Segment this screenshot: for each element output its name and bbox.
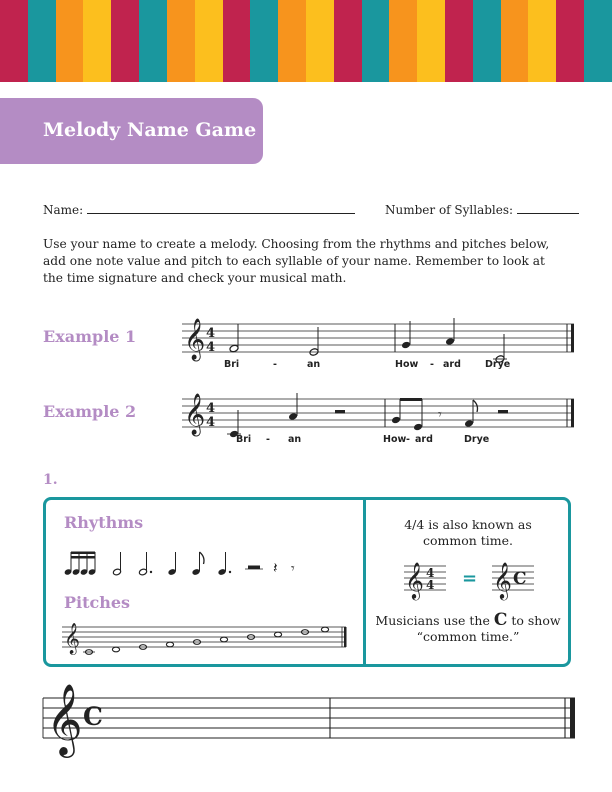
common-time-staves xyxy=(404,558,534,604)
treble-clef-icon: 𝄞 xyxy=(405,561,424,599)
musicians-post: to show xyxy=(511,613,561,628)
color-stripe xyxy=(28,0,56,82)
eighth-note-icon xyxy=(464,400,477,428)
name-label: Name: xyxy=(43,203,84,217)
syllables-field[interactable] xyxy=(385,202,579,217)
treble-clef-icon: 𝄞 xyxy=(64,623,80,654)
lyric: ard xyxy=(443,359,461,370)
example-1-label: Example 1 xyxy=(43,327,137,346)
name-line[interactable] xyxy=(87,202,355,214)
color-stripe xyxy=(278,0,306,82)
common-time-line1: 4/4 is also known as xyxy=(404,517,532,532)
quarter-note-icon xyxy=(168,552,177,576)
dotted-half-note-icon xyxy=(139,552,153,576)
eighth-note-icon xyxy=(192,552,204,576)
common-time-line2: common time. xyxy=(422,533,514,548)
color-stripe xyxy=(56,0,84,82)
svg-text:4: 4 xyxy=(426,578,435,592)
quarter-rest-icon: 𝄽 xyxy=(273,559,278,577)
treble-clef-icon: 𝄞 xyxy=(184,394,206,435)
lyric: - xyxy=(266,434,270,445)
common-time-icon: C xyxy=(513,569,527,589)
color-stripe xyxy=(111,0,139,82)
lyric: How xyxy=(395,359,419,370)
quarter-note-icon xyxy=(445,318,455,346)
rest-icon xyxy=(335,410,345,414)
color-stripe xyxy=(362,0,390,82)
quarter-note-icon xyxy=(288,393,298,421)
rhythms-heading: Rhythms xyxy=(64,513,144,532)
lyric: Drye xyxy=(464,434,490,445)
pitches-heading: Pitches xyxy=(64,593,131,612)
color-stripe xyxy=(167,0,195,82)
lyric: - xyxy=(430,359,434,370)
eighth-rest-icon: 𝄾 xyxy=(291,561,295,577)
sixteenth-notes-icon xyxy=(64,552,96,576)
color-stripe xyxy=(195,0,223,82)
whole-note-icon xyxy=(83,627,329,654)
name-field[interactable] xyxy=(43,202,355,217)
common-time-line4: “common time.” xyxy=(416,629,520,644)
lyric: ard xyxy=(415,434,433,445)
pitches-staff xyxy=(62,621,350,657)
half-note-icon xyxy=(113,552,122,576)
lyric: an xyxy=(307,359,321,370)
common-time-icon: C xyxy=(83,702,103,731)
common-time-symbol: C xyxy=(493,610,508,630)
svg-text:4: 4 xyxy=(206,401,216,416)
rest-icon xyxy=(498,410,508,414)
color-stripe xyxy=(250,0,278,82)
lyric: Bri xyxy=(224,359,240,370)
color-stripe xyxy=(306,0,334,82)
color-stripe xyxy=(223,0,251,82)
lyric: - xyxy=(406,434,410,445)
quarter-note-icon xyxy=(401,321,411,349)
color-stripe xyxy=(528,0,556,82)
lyric: Drye xyxy=(485,359,511,370)
color-stripe xyxy=(473,0,501,82)
half-rest-icon xyxy=(245,566,263,570)
musicians-pre: Musicians use the xyxy=(375,613,490,628)
reference-box xyxy=(43,497,571,667)
color-stripe xyxy=(556,0,584,82)
top-stripes xyxy=(0,0,612,82)
example-1-staff xyxy=(182,318,577,360)
color-stripe xyxy=(445,0,473,82)
treble-clef-icon: 𝄞 xyxy=(493,561,512,599)
page-title: Melody Name Game xyxy=(43,119,257,141)
color-stripe xyxy=(83,0,111,82)
eighth-note-icon xyxy=(391,398,423,431)
rest-icon: 𝄾 xyxy=(438,407,442,423)
lyric: - xyxy=(273,359,277,370)
title-banner xyxy=(0,98,263,164)
svg-text:4: 4 xyxy=(206,326,216,341)
color-stripe xyxy=(139,0,167,82)
treble-clef-icon: 𝄞 xyxy=(46,682,83,755)
lyric: How xyxy=(383,434,407,445)
syllables-label: Number of Syllables: xyxy=(385,203,514,217)
treble-clef-icon: 𝄞 xyxy=(184,319,206,360)
equals-sign: = xyxy=(462,568,478,589)
rhythms-row xyxy=(60,548,350,578)
color-stripe xyxy=(501,0,529,82)
svg-text:4: 4 xyxy=(426,566,435,580)
color-stripe xyxy=(389,0,417,82)
lyric: Bri xyxy=(236,434,252,445)
example-2-label: Example 2 xyxy=(43,402,137,421)
question-number: 1. xyxy=(43,472,58,488)
dotted-quarter-note-icon xyxy=(218,552,232,576)
svg-text:4: 4 xyxy=(206,340,216,355)
color-stripe xyxy=(584,0,612,82)
svg-text:4: 4 xyxy=(206,415,216,430)
box-divider xyxy=(363,500,366,664)
lyric: an xyxy=(288,434,302,445)
instructions: Use your name to create a melody. Choosing from the rhythms and pitches below, add one note value and pitch to each syllable of your name. Remember to look at the time signature and check your musical math. xyxy=(43,237,550,285)
example-2-staff xyxy=(182,393,577,435)
answer-staff[interactable] xyxy=(43,682,575,755)
color-stripe xyxy=(417,0,445,82)
common-time-line3 xyxy=(368,612,568,629)
syllables-line[interactable] xyxy=(517,202,579,214)
color-stripe xyxy=(0,0,28,82)
color-stripe xyxy=(334,0,362,82)
